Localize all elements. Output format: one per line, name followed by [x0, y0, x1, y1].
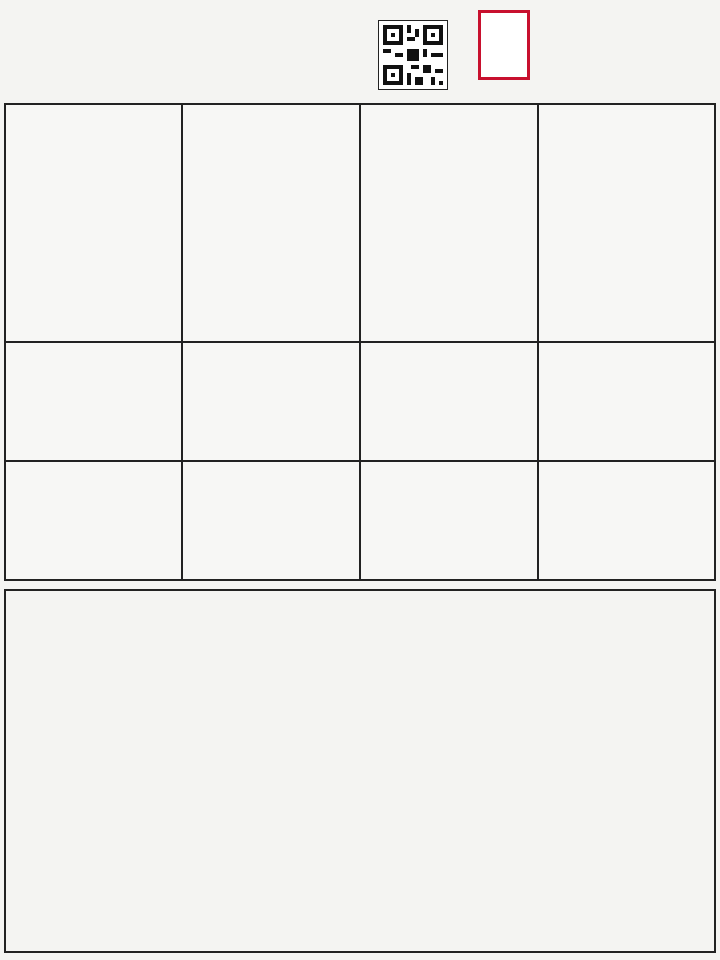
brand-logo: [478, 10, 710, 80]
qr-code-icon: [379, 21, 447, 89]
annual-table: [4, 589, 716, 953]
main-chart: [4, 103, 716, 581]
qr-code[interactable]: [378, 20, 448, 90]
seal-logo: [478, 10, 530, 80]
